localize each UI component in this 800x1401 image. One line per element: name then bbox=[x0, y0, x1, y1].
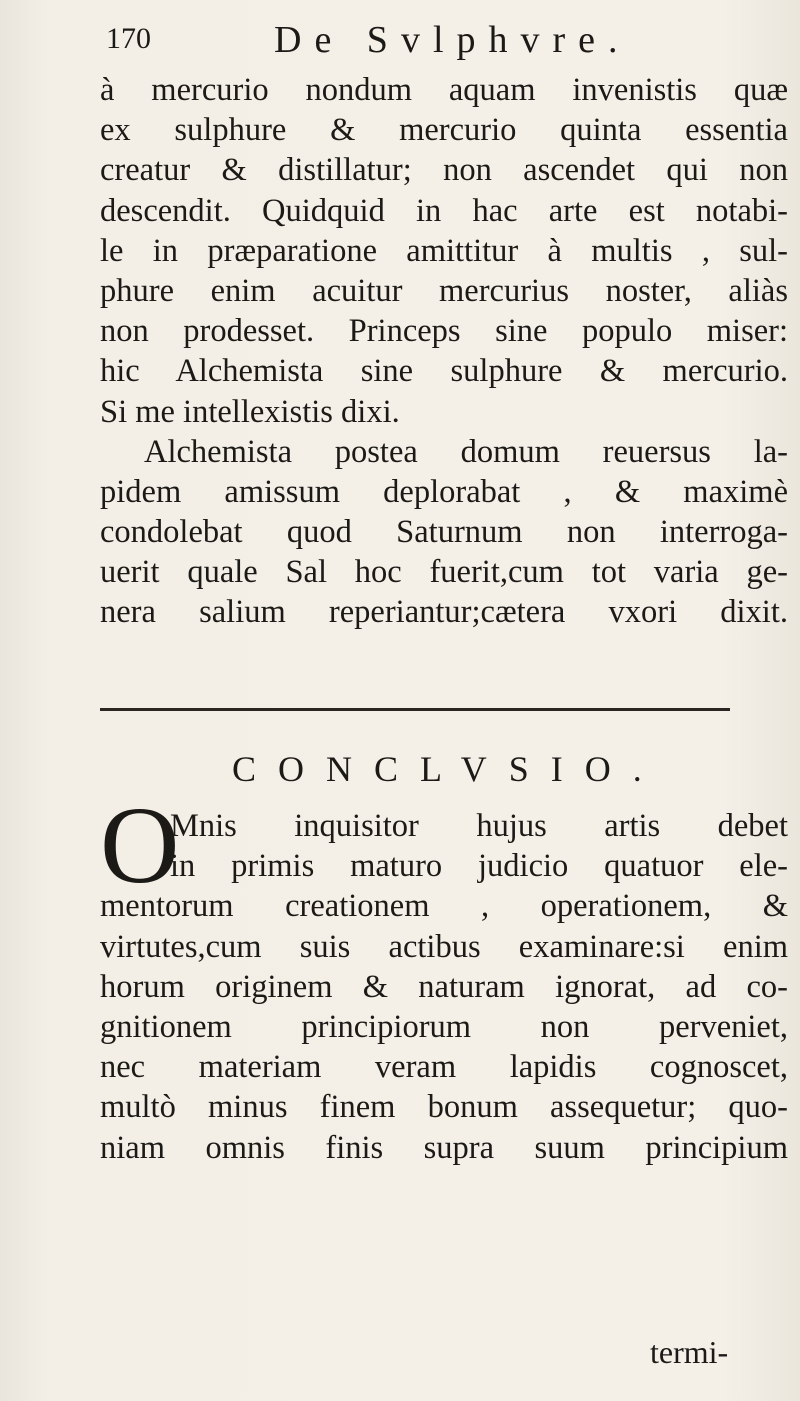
text-line: virtutes,cum suis actibus examinare:si enim bbox=[100, 928, 788, 965]
text-line: creatur & distillatur; non ascendet qui non bbox=[100, 152, 788, 189]
text-line: nec materiam veram lapidis cognoscet, bbox=[100, 1049, 788, 1086]
text-line: le in præparatione amittitur à multis , sul- bbox=[100, 232, 788, 269]
text-line: hic Alchemista sine sulphure & mercurio. bbox=[100, 353, 788, 390]
section-title: CONCLVSIO. bbox=[232, 749, 664, 789]
text-line: non prodesset. Princeps sine populo miser: bbox=[100, 313, 788, 350]
text-line: niam omnis finis supra suum principium bbox=[100, 1129, 788, 1166]
text-line: Alchemista postea domum reuersus la- bbox=[144, 433, 788, 470]
text-line: à mercurio nondum aquam invenistis quæ bbox=[100, 72, 788, 108]
drop-capital: O bbox=[100, 784, 180, 906]
page-number: 170 bbox=[106, 22, 151, 55]
text-line: uerit quale Sal hoc fuerit,cum tot varia ge- bbox=[100, 554, 788, 591]
running-head: De Svlphvre. bbox=[274, 19, 631, 61]
text-line: multò minus finem bonum assequetur; quo- bbox=[100, 1089, 788, 1126]
text-line: ex sulphure & mercurio quinta essentia bbox=[100, 112, 788, 149]
page-header bbox=[106, 14, 706, 64]
text-line: descendit. Quidquid in hac arte est notabi- bbox=[100, 192, 788, 229]
text-line: gnitionem principiorum non perveniet, bbox=[100, 1008, 788, 1045]
conclusio-text-block bbox=[100, 806, 788, 1168]
text-line: horum originem & naturam ignorat, ad co- bbox=[100, 968, 788, 1005]
text-line: Si me intellexistis dixi. bbox=[100, 393, 400, 430]
catchword: termi- bbox=[650, 1334, 729, 1370]
text-line: mentorum creationem , operationem, & bbox=[100, 888, 788, 925]
text-line: phure enim acuitur mercurius noster, aliàs bbox=[100, 272, 788, 309]
text-line: condolebat quod Saturnum non interroga- bbox=[100, 514, 788, 551]
text-line: in primis maturo judicio quatuor ele- bbox=[170, 848, 788, 885]
text-line: Mnis inquisitor hujus artis debet bbox=[170, 808, 788, 844]
text-line: pidem amissum deplorabat , & maximè bbox=[100, 473, 788, 510]
top-text-block bbox=[100, 70, 788, 633]
section-divider bbox=[100, 708, 730, 711]
text-line: nera salium reperiantur;cætera vxori dixit. bbox=[100, 594, 788, 631]
